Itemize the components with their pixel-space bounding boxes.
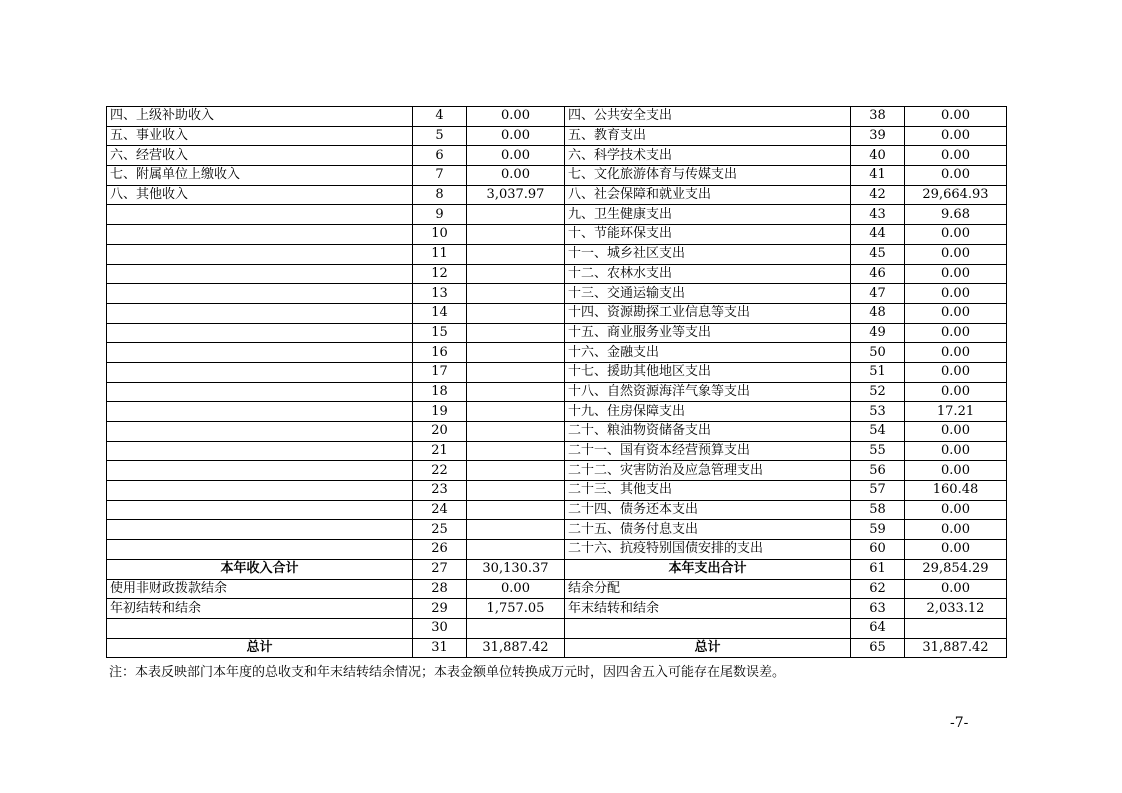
- expense-row-number-cell: 55: [851, 441, 905, 461]
- expense-row-number-cell: 46: [851, 264, 905, 284]
- expense-row-number-cell: 41: [851, 166, 905, 186]
- income-item-cell: 五、事业收入: [107, 126, 413, 146]
- income-amount-cell: [467, 284, 565, 304]
- income-item-cell: [107, 481, 413, 501]
- income-amount-cell: [467, 461, 565, 481]
- income-amount-cell: [467, 481, 565, 501]
- expense-item-cell: 二十、粮油物资储备支出: [565, 422, 851, 442]
- income-amount-cell: 0.00: [467, 107, 565, 127]
- expense-amount-cell: 0.00: [905, 540, 1007, 560]
- income-row-number-cell: 24: [413, 500, 467, 520]
- expense-amount-cell: 0.00: [905, 461, 1007, 481]
- income-row-number-cell: 12: [413, 264, 467, 284]
- expense-item-cell: 十二、农林水支出: [565, 264, 851, 284]
- expense-item-cell: 结余分配: [565, 579, 851, 599]
- income-item-cell: [107, 323, 413, 343]
- expense-amount-cell: 0.00: [905, 520, 1007, 540]
- income-row-number-cell: 31: [413, 638, 467, 658]
- expense-amount-cell: 0.00: [905, 422, 1007, 442]
- income-amount-cell: 30,130.37: [467, 559, 565, 579]
- expense-item-cell: 六、科学技术支出: [565, 146, 851, 166]
- income-row-number-cell: 26: [413, 540, 467, 560]
- income-row-number-cell: 5: [413, 126, 467, 146]
- income-item-cell: 总计: [107, 638, 413, 658]
- income-amount-cell: [467, 500, 565, 520]
- table-row: [107, 185, 1007, 205]
- income-row-number-cell: 23: [413, 481, 467, 501]
- expense-amount-cell: 0.00: [905, 284, 1007, 304]
- expense-amount-cell: 0.00: [905, 579, 1007, 599]
- income-amount-cell: 31,887.42: [467, 638, 565, 658]
- table-row: [107, 225, 1007, 245]
- budget-summary-table: [106, 106, 1007, 658]
- expense-amount-cell: 0.00: [905, 146, 1007, 166]
- expense-amount-cell: [905, 618, 1007, 638]
- table-row: [107, 599, 1007, 619]
- income-item-cell: [107, 343, 413, 363]
- table-row: [107, 343, 1007, 363]
- expense-row-number-cell: 39: [851, 126, 905, 146]
- income-item-cell: [107, 382, 413, 402]
- table-row: [107, 205, 1007, 225]
- income-amount-cell: [467, 382, 565, 402]
- income-row-number-cell: 28: [413, 579, 467, 599]
- expense-item-cell: 十一、城乡社区支出: [565, 244, 851, 264]
- expense-amount-cell: 160.48: [905, 481, 1007, 501]
- table-row: [107, 520, 1007, 540]
- expense-item-cell: 十七、援助其他地区支出: [565, 362, 851, 382]
- income-row-number-cell: 11: [413, 244, 467, 264]
- expense-row-number-cell: 59: [851, 520, 905, 540]
- income-amount-cell: [467, 225, 565, 245]
- table-row: [107, 402, 1007, 422]
- expense-item-cell: 十、节能环保支出: [565, 225, 851, 245]
- income-item-cell: 使用非财政拨款结余: [107, 579, 413, 599]
- expense-row-number-cell: 56: [851, 461, 905, 481]
- income-item-cell: [107, 402, 413, 422]
- income-amount-cell: [467, 520, 565, 540]
- expense-row-number-cell: 40: [851, 146, 905, 166]
- expense-amount-cell: 0.00: [905, 225, 1007, 245]
- income-row-number-cell: 10: [413, 225, 467, 245]
- expense-item-cell: [565, 618, 851, 638]
- income-amount-cell: [467, 244, 565, 264]
- income-row-number-cell: 17: [413, 362, 467, 382]
- income-amount-cell: [467, 618, 565, 638]
- page-number: -7-: [950, 715, 969, 731]
- expense-item-cell: 五、教育支出: [565, 126, 851, 146]
- income-item-cell: [107, 441, 413, 461]
- income-amount-cell: [467, 362, 565, 382]
- expense-item-cell: 总计: [565, 638, 851, 658]
- expense-row-number-cell: 38: [851, 107, 905, 127]
- expense-row-number-cell: 65: [851, 638, 905, 658]
- expense-amount-cell: 0.00: [905, 362, 1007, 382]
- table-row: [107, 422, 1007, 442]
- expense-item-cell: 十三、交通运输支出: [565, 284, 851, 304]
- table-row: [107, 638, 1007, 658]
- income-amount-cell: 0.00: [467, 146, 565, 166]
- expense-amount-cell: 0.00: [905, 166, 1007, 186]
- income-item-cell: [107, 225, 413, 245]
- income-amount-cell: [467, 343, 565, 363]
- income-amount-cell: [467, 264, 565, 284]
- expense-row-number-cell: 62: [851, 579, 905, 599]
- income-amount-cell: 0.00: [467, 166, 565, 186]
- expense-item-cell: 二十四、债务还本支出: [565, 500, 851, 520]
- table-row: [107, 284, 1007, 304]
- table-row: [107, 618, 1007, 638]
- table-row: [107, 303, 1007, 323]
- income-row-number-cell: 7: [413, 166, 467, 186]
- expense-amount-cell: 9.68: [905, 205, 1007, 225]
- income-amount-cell: [467, 422, 565, 442]
- expense-item-cell: 四、公共安全支出: [565, 107, 851, 127]
- table-row: [107, 166, 1007, 186]
- income-item-cell: 本年收入合计: [107, 559, 413, 579]
- income-item-cell: [107, 422, 413, 442]
- table-row: [107, 559, 1007, 579]
- table-row: [107, 579, 1007, 599]
- expense-row-number-cell: 52: [851, 382, 905, 402]
- table-row: [107, 481, 1007, 501]
- income-item-cell: [107, 303, 413, 323]
- expense-row-number-cell: 43: [851, 205, 905, 225]
- expense-row-number-cell: 60: [851, 540, 905, 560]
- income-item-cell: [107, 461, 413, 481]
- table-body: [107, 107, 1007, 658]
- income-amount-cell: [467, 303, 565, 323]
- expense-item-cell: 九、卫生健康支出: [565, 205, 851, 225]
- expense-item-cell: 十四、资源勘探工业信息等支出: [565, 303, 851, 323]
- income-amount-cell: [467, 205, 565, 225]
- expense-item-cell: 二十六、抗疫特别国债安排的支出: [565, 540, 851, 560]
- income-item-cell: 六、经营收入: [107, 146, 413, 166]
- income-row-number-cell: 19: [413, 402, 467, 422]
- expense-row-number-cell: 48: [851, 303, 905, 323]
- expense-row-number-cell: 49: [851, 323, 905, 343]
- income-amount-cell: [467, 402, 565, 422]
- expense-item-cell: 二十一、国有资本经营预算支出: [565, 441, 851, 461]
- table-footnote: 注：本表反映部门本年度的总收支和年末结转结余情况；本表金额单位转换成万元时，因四舍五入可能存在尾数误差。: [109, 665, 786, 680]
- income-item-cell: [107, 540, 413, 560]
- expense-amount-cell: 0.00: [905, 303, 1007, 323]
- table-row: [107, 382, 1007, 402]
- income-item-cell: [107, 284, 413, 304]
- income-row-number-cell: 15: [413, 323, 467, 343]
- income-amount-cell: [467, 441, 565, 461]
- expense-row-number-cell: 54: [851, 422, 905, 442]
- expense-row-number-cell: 47: [851, 284, 905, 304]
- income-row-number-cell: 16: [413, 343, 467, 363]
- income-row-number-cell: 8: [413, 185, 467, 205]
- table-row: [107, 323, 1007, 343]
- income-amount-cell: 1,757.05: [467, 599, 565, 619]
- income-item-cell: [107, 520, 413, 540]
- table-row: [107, 461, 1007, 481]
- income-row-number-cell: 6: [413, 146, 467, 166]
- table-row: [107, 146, 1007, 166]
- income-item-cell: [107, 362, 413, 382]
- expense-item-cell: 年末结转和结余: [565, 599, 851, 619]
- income-row-number-cell: 22: [413, 461, 467, 481]
- income-row-number-cell: 30: [413, 618, 467, 638]
- income-row-number-cell: 13: [413, 284, 467, 304]
- expense-item-cell: 二十三、其他支出: [565, 481, 851, 501]
- table-row: [107, 540, 1007, 560]
- table-row: [107, 126, 1007, 146]
- expense-row-number-cell: 63: [851, 599, 905, 619]
- income-row-number-cell: 18: [413, 382, 467, 402]
- expense-amount-cell: 0.00: [905, 323, 1007, 343]
- income-item-cell: [107, 244, 413, 264]
- expense-amount-cell: 2,033.12: [905, 599, 1007, 619]
- income-row-number-cell: 27: [413, 559, 467, 579]
- income-item-cell: 八、其他收入: [107, 185, 413, 205]
- table-row: [107, 500, 1007, 520]
- expense-amount-cell: 0.00: [905, 244, 1007, 264]
- expense-amount-cell: 0.00: [905, 107, 1007, 127]
- expense-item-cell: 十六、金融支出: [565, 343, 851, 363]
- income-row-number-cell: 14: [413, 303, 467, 323]
- income-row-number-cell: 20: [413, 422, 467, 442]
- income-amount-cell: 3,037.97: [467, 185, 565, 205]
- income-amount-cell: [467, 540, 565, 560]
- income-item-cell: [107, 205, 413, 225]
- expense-item-cell: 本年支出合计: [565, 559, 851, 579]
- income-amount-cell: [467, 323, 565, 343]
- income-item-cell: 四、上级补助收入: [107, 107, 413, 127]
- income-item-cell: 七、附属单位上缴收入: [107, 166, 413, 186]
- expense-amount-cell: 0.00: [905, 500, 1007, 520]
- expense-amount-cell: 0.00: [905, 441, 1007, 461]
- income-item-cell: [107, 264, 413, 284]
- income-amount-cell: 0.00: [467, 126, 565, 146]
- expense-row-number-cell: 53: [851, 402, 905, 422]
- income-row-number-cell: 21: [413, 441, 467, 461]
- expense-row-number-cell: 51: [851, 362, 905, 382]
- expense-row-number-cell: 50: [851, 343, 905, 363]
- expense-item-cell: 七、文化旅游体育与传媒支出: [565, 166, 851, 186]
- expense-row-number-cell: 57: [851, 481, 905, 501]
- expense-row-number-cell: 44: [851, 225, 905, 245]
- expense-row-number-cell: 42: [851, 185, 905, 205]
- expense-amount-cell: 29,664.93: [905, 185, 1007, 205]
- expense-item-cell: 十九、住房保障支出: [565, 402, 851, 422]
- income-item-cell: 年初结转和结余: [107, 599, 413, 619]
- table-row: [107, 244, 1007, 264]
- income-amount-cell: 0.00: [467, 579, 565, 599]
- expense-item-cell: 八、社会保障和就业支出: [565, 185, 851, 205]
- expense-row-number-cell: 61: [851, 559, 905, 579]
- expense-amount-cell: 0.00: [905, 126, 1007, 146]
- expense-amount-cell: 0.00: [905, 264, 1007, 284]
- table-row: [107, 107, 1007, 127]
- expense-row-number-cell: 64: [851, 618, 905, 638]
- income-item-cell: [107, 618, 413, 638]
- expense-amount-cell: 29,854.29: [905, 559, 1007, 579]
- expense-amount-cell: 31,887.42: [905, 638, 1007, 658]
- expense-row-number-cell: 58: [851, 500, 905, 520]
- expense-item-cell: 二十五、债务付息支出: [565, 520, 851, 540]
- table-row: [107, 441, 1007, 461]
- income-row-number-cell: 29: [413, 599, 467, 619]
- expense-item-cell: 十五、商业服务业等支出: [565, 323, 851, 343]
- income-item-cell: [107, 500, 413, 520]
- expense-amount-cell: 0.00: [905, 343, 1007, 363]
- expense-amount-cell: 17.21: [905, 402, 1007, 422]
- income-row-number-cell: 9: [413, 205, 467, 225]
- income-row-number-cell: 25: [413, 520, 467, 540]
- expense-amount-cell: 0.00: [905, 382, 1007, 402]
- table-row: [107, 264, 1007, 284]
- income-row-number-cell: 4: [413, 107, 467, 127]
- table-row: [107, 362, 1007, 382]
- expense-item-cell: 十八、自然资源海洋气象等支出: [565, 382, 851, 402]
- expense-item-cell: 二十二、灾害防治及应急管理支出: [565, 461, 851, 481]
- expense-row-number-cell: 45: [851, 244, 905, 264]
